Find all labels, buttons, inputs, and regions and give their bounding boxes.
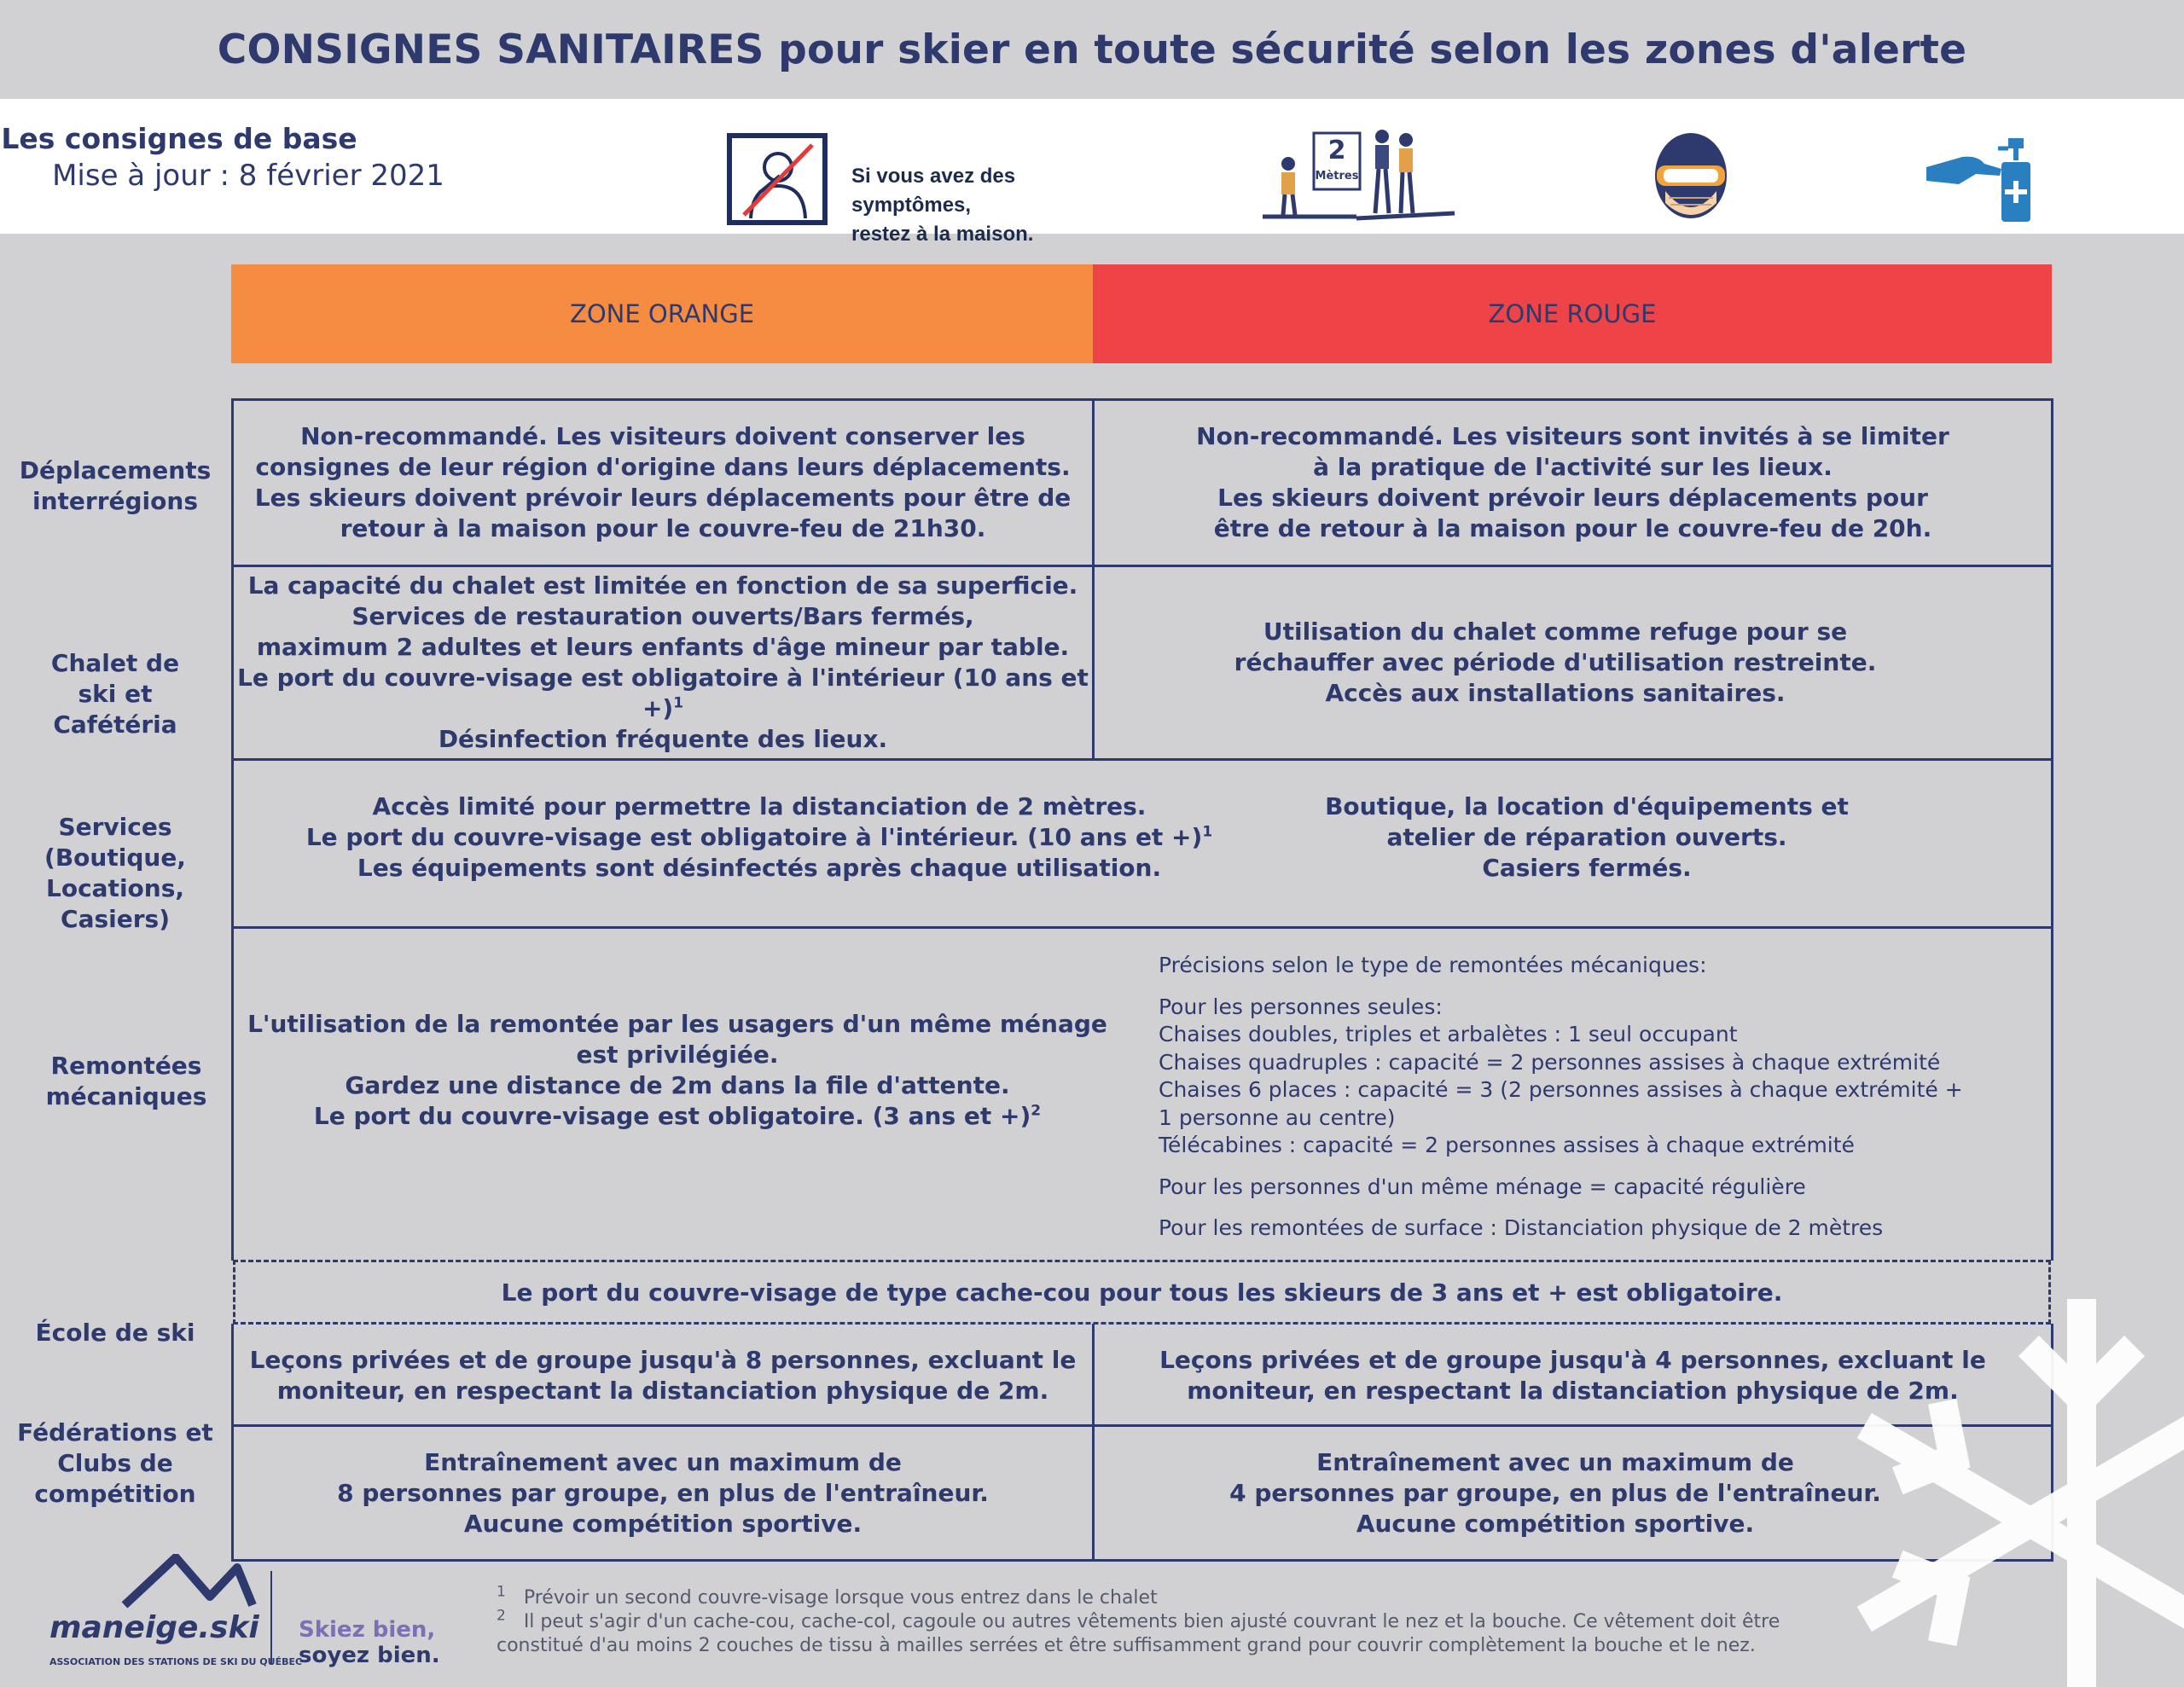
footnote-ref: 1 [673,694,684,712]
update-date: Mise à jour : 8 février 2021 [52,159,444,193]
slogan-line-2: soyez bien. [299,1643,440,1668]
row-label-deplacements: Déplacements interrégions [19,456,212,515]
footnote-2: $^2$ Il peut s'agir d'un cache-cou, cache-col, cagoule ou autres vêtements bien ajusté couvrant le nez et la bouche. Ce vêtement doit être [497,1607,1780,1632]
footnote-ref: 2 [1031,1102,1042,1120]
services-orange-cell: Accès limité pour permettre la distanciation de 2 mètres. Le port du couvre-visage est obligatoire à l'intérieur. (10 ans et +)$^1$ Les équipements sont désinfectés après chaque utilisation. [305,792,1213,882]
federations-orange-cell: Entraînement avec un maximum de 8 personnes par groupe, en plus de l'entraîneur. Aucune compétition sportive. [337,1447,989,1538]
row-label-ecole: École de ski [35,1319,195,1347]
symptoms-line-2: restez à la maison. [851,223,1034,246]
snowflake-icon [1826,1279,2184,1687]
federations-rouge-cell: Entraînement avec un maximum de 4 personnes par groupe, en plus de l'entraîneur. Aucune compétition sportive. [1229,1447,1881,1538]
distance-number: 2 [1327,136,1346,165]
mask-goggles-icon [1652,131,1730,227]
deplacements-orange-cell: Non-recommandé. Les visiteurs doivent conserver les consignes de leur région d'origine dans leurs déplacements. Les skieurs doivent prévoir leurs déplacements pour être de retour à la maison pour le couvre-feu de 21h30. [254,422,1072,542]
deplacements-rouge-cell: Non-recommandé. Les visiteurs sont invités à se limiter à la pratique de l'activité sur les lieux. Les skieurs doivent prévoir leurs déplacements pour être de retour à la maison pour le couvre-feu de 20h. [1196,422,1949,542]
chalet-orange-cell: La capacité du chalet est limitée en fonction de sa superficie. Services de restauration ouverts/Bars fermés, maximum 2 adultes et leurs enfants d'âge mineur par table. Le port du couvre-visage est obligatoire à l'intérieur (10 ans et +)$^1$ Désinfection fréquente des lieux. [237,571,1089,753]
zone-orange-header: ZONE ORANGE [231,264,1093,363]
table-border-right [2051,398,2053,1261]
services-rouge-cell: Boutique, la location d'équipements et atelier de réparation ouverts. Casiers fermés. [1325,792,1849,882]
ecole-orange-cell: Leçons privées et de groupe jusqu'à 8 personnes, excluant le moniteur, en respectant la distanciation physique de 2m. [249,1345,1077,1405]
table-border-bottom [231,1559,2053,1562]
row-label-chalet: Chalet de ski et Cafétéria [50,649,180,739]
footnote-ref: 1 [1202,823,1213,841]
zone-rouge-header: ZONE ROUGE [1093,264,2052,363]
distance-unit: Mètres [1315,170,1359,183]
hand-sanitizer-icon [1925,136,2051,223]
row-label-services: Services (Boutique, Locations, Casiers) [44,813,186,933]
logo-subtitle: ASSOCIATION DES STATIONS DE SKI DU QUÉBEC [49,1656,303,1667]
footnotes [497,1583,1827,1658]
chalet-rouge-cell: Utilisation du chalet comme refuge pour se réchauffer avec période d'utilisation restreinte. Accès aux installations sanitaires. [1234,617,1877,707]
footnote-2-continued: constitué d'au moins 2 couches de tissu à mailles serrées et être suffisamment grand pour couvrir complètement la bouche et le nez. [497,1635,1756,1656]
footnote-1: $^1$ Prévoir un second couvre-visage lorsque vous entrez dans le chalet [497,1583,1158,1609]
row-label-remontees: Remontées mécaniques [45,1052,207,1110]
ecole-common-rule: Le port du couvre-visage de type cache-cou pour tous les skieurs de 3 ans et + est obligatoire. [233,1260,2051,1325]
slogan-line-1: Skiez bien, [299,1617,436,1643]
base-rules-title: Les consignes de base [1,122,357,155]
row-label-federations: Fédérations et Clubs de compétition [17,1418,213,1508]
remontees-rouge-cell: Précisions selon le type de remontées mécaniques: Pour les personnes seules: Chaises doubles, triples et arbalètes : 1 seul occupant Chaises quadruples : capacité = 2 personnes assises à chaque extrémité Chaises 6 places : capacité = 3 (2 personnes assises à chaque extrémité + 1 personne au centre) Télécabines : capacité = 2 personnes assises à chaque extrémité Pour les personnes d'un même ménage = capacité régulière Pour les remontées de surface : Distanciation physique de 2 mètres [1159,953,1963,1240]
symptoms-line-1: Si vous avez des symptômes, [851,165,1016,217]
symptoms-message [851,162,1133,249]
ecole-rouge-cell: Leçons privées et de groupe jusqu'à 4 personnes, excluant le moniteur, en respectant la distanciation physique de 2m. [1159,1345,1986,1405]
remontees-orange-cell: L'utilisation de la remontée par les usagers d'un même ménage est privilégiée. Gardez une distance de 2m dans la file d'attente. Le port du couvre-visage est obligatoire. (3 ans et +)$^2$ [247,1010,1107,1130]
row-divider [231,926,2053,929]
sick-person-icon [727,133,828,225]
page-title: CONSIGNES SANITAIRES pour skier en toute sécurité selon les zones d'alerte [217,26,1967,73]
logo-wordmark: maneige.ski [49,1610,259,1645]
two-meter-distance-icon [1254,128,1459,229]
